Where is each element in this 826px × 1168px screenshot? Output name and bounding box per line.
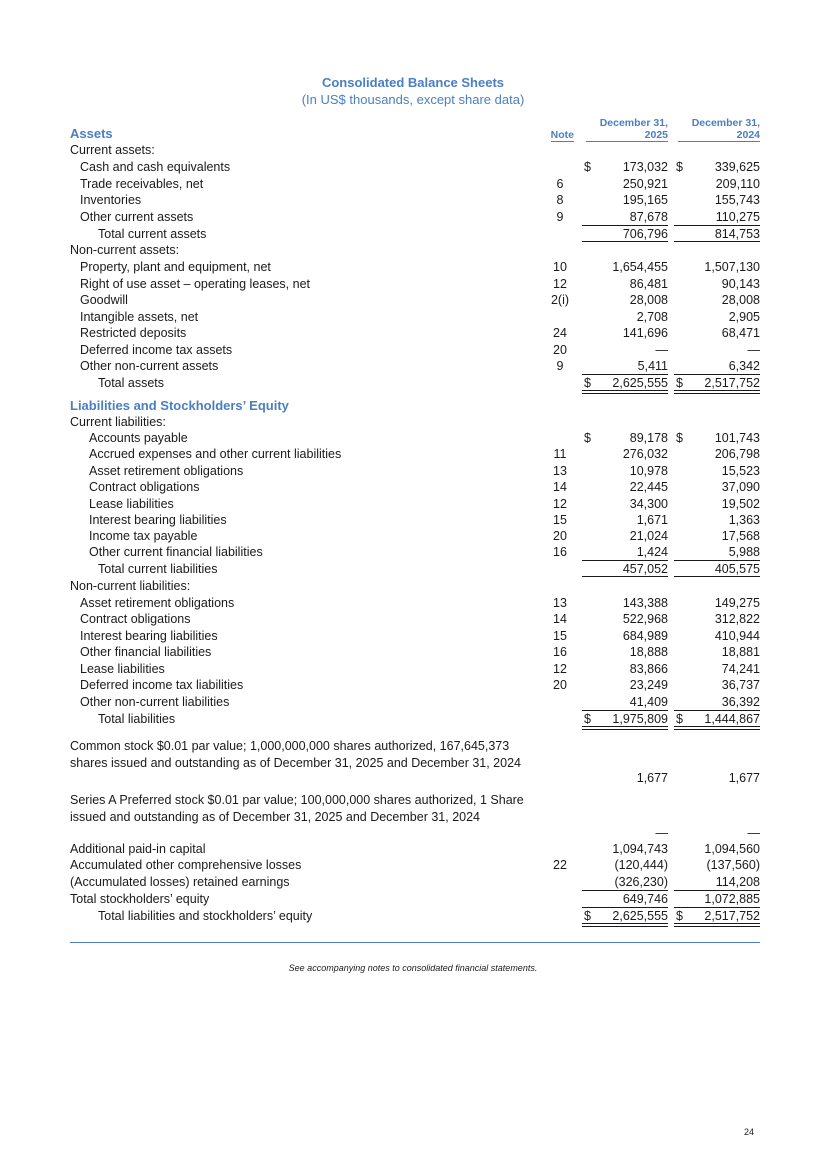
value-2024: 1,507,130 — [704, 260, 760, 274]
row-note: 20 — [553, 343, 567, 357]
value-2025: 1,677 — [636, 771, 668, 785]
table-row — [0, 226, 826, 242]
preferred-stock-text: Series A Preferred stock $0.01 par value; 100,000,000 shares authorized, 1 Share issued and outstanding as of December 31, 2025 and December 31, 2024 — [70, 793, 524, 824]
value-2025: 684,989 — [622, 629, 668, 643]
value-2025: 83,866 — [629, 662, 668, 676]
table-row — [0, 908, 826, 924]
rule-line — [674, 374, 760, 375]
value-2024: 155,743 — [714, 193, 760, 207]
value-2024: 17,568 — [721, 529, 760, 543]
dollar-sign: $ — [676, 431, 683, 445]
column-header-2024: December 31, 2024 — [672, 117, 760, 142]
row-label: Accumulated other comprehensive losses — [70, 858, 302, 872]
value-2024: — — [747, 826, 760, 840]
row-label: Non-current assets: — [70, 243, 180, 257]
value-2025: 457,052 — [622, 562, 668, 576]
rule-line — [582, 374, 668, 375]
value-2025: 706,796 — [622, 227, 668, 241]
value-2024: 405,575 — [714, 562, 760, 576]
rule-line — [674, 726, 760, 727]
rule-line — [674, 890, 760, 891]
row-label: Cash and cash equivalents — [80, 160, 231, 174]
footer-separator — [70, 942, 760, 943]
dollar-sign: $ — [676, 712, 683, 726]
row-note: 9 — [556, 210, 564, 224]
rule-line — [674, 576, 760, 577]
row-note: 16 — [553, 645, 567, 659]
value-2025: (326,230) — [614, 875, 668, 889]
table-row — [0, 611, 826, 627]
row-label: Current liabilities: — [70, 415, 166, 429]
value-2025: (120,444) — [614, 858, 668, 872]
row-note: 12 — [553, 662, 567, 676]
preferred-stock-values — [0, 825, 826, 841]
table-row — [0, 528, 826, 544]
table-row — [0, 325, 826, 341]
table-row — [0, 479, 826, 495]
row-label: Non-current liabilities: — [70, 579, 191, 593]
value-2025: — — [655, 826, 668, 840]
value-2025: 1,671 — [636, 513, 668, 527]
section-heading — [0, 126, 826, 142]
row-note: 20 — [553, 678, 567, 692]
value-2025: 18,888 — [629, 645, 668, 659]
row-label: Total current assets — [98, 227, 207, 241]
table-row — [0, 446, 826, 462]
row-label: Assets — [70, 126, 113, 141]
row-label: Total liabilities and stockholders’ equity — [98, 909, 313, 923]
row-label: Lease liabilities — [80, 662, 165, 676]
table-row — [0, 628, 826, 644]
column-header-2025: December 31, 2025 — [580, 117, 668, 142]
page-title: Consolidated Balance Sheets — [321, 75, 505, 90]
row-note: 12 — [553, 277, 567, 291]
row-note: 13 — [553, 596, 567, 610]
row-label: Intangible assets, net — [80, 310, 199, 324]
value-2024: 312,822 — [714, 612, 760, 626]
value-2025: 5,411 — [637, 359, 668, 373]
row-label: Total assets — [98, 376, 165, 390]
rule-line — [674, 907, 760, 908]
value-2025: 1,654,455 — [612, 260, 668, 274]
row-label: Other current assets — [80, 210, 194, 224]
value-2024: 90,143 — [721, 277, 760, 291]
row-label: Interest bearing liabilities — [89, 513, 227, 527]
rule-line — [582, 729, 668, 730]
value-2025: 1,424 — [636, 545, 668, 559]
rule-line — [674, 390, 760, 391]
rule-line — [674, 241, 760, 242]
table-row — [0, 292, 826, 308]
row-label: Total current liabilities — [98, 562, 218, 576]
value-2024: (137,560) — [706, 858, 760, 872]
row-label: Total stockholders’ equity — [70, 892, 210, 906]
row-label: Interest bearing liabilities — [80, 629, 218, 643]
row-note: 11 — [553, 447, 567, 461]
rule-line — [582, 560, 668, 561]
table-row — [0, 874, 826, 890]
value-2024: 339,625 — [714, 160, 760, 174]
table-row — [0, 259, 826, 275]
table-row — [0, 512, 826, 528]
rule-line — [582, 393, 668, 394]
row-label: Income tax payable — [89, 529, 198, 543]
section-heading — [0, 398, 826, 414]
row-label: Other non-current liabilities — [80, 695, 230, 709]
common-stock-values — [0, 770, 826, 786]
rule-line — [674, 393, 760, 394]
rule-line — [582, 890, 668, 891]
dollar-sign: $ — [584, 431, 591, 445]
value-2025: 89,178 — [629, 431, 668, 445]
value-2024: 15,523 — [721, 464, 760, 478]
rule-line — [582, 225, 668, 226]
value-2024: 814,753 — [714, 227, 760, 241]
value-2025: 21,024 — [629, 529, 668, 543]
value-2024: 101,743 — [714, 431, 760, 445]
value-2025: 141,696 — [622, 326, 668, 340]
value-2024: 114,208 — [715, 875, 760, 889]
value-2024: 36,392 — [721, 695, 760, 709]
table-row — [0, 595, 826, 611]
value-2024: 68,471 — [721, 326, 760, 340]
table-row — [0, 159, 826, 175]
table-row — [0, 176, 826, 192]
rule-line — [674, 923, 760, 924]
row-label: Inventories — [80, 193, 142, 207]
value-2025: — — [655, 343, 668, 357]
common-stock-text: Common stock $0.01 par value; 1,000,000,000 shares authorized, 167,645,373 shares issued and outstanding as of December 31, 2025 and December 31, 2024 — [70, 739, 521, 770]
row-label: (Accumulated losses) retained earnings — [70, 875, 290, 889]
table-row — [0, 309, 826, 325]
value-2024: 19,502 — [721, 497, 760, 511]
rule-line — [674, 225, 760, 226]
row-note: 12 — [553, 497, 567, 511]
table-row — [0, 375, 826, 391]
value-2025: 10,978 — [629, 464, 668, 478]
rule-line — [674, 710, 760, 711]
row-label: Other financial liabilities — [80, 645, 212, 659]
row-label: Liabilities and Stockholders’ Equity — [70, 398, 289, 413]
table-row — [0, 711, 826, 727]
row-label: Contract obligations — [80, 612, 191, 626]
value-2025: 276,032 — [622, 447, 668, 461]
value-2025: 173,032 — [622, 160, 668, 174]
rule-line — [582, 390, 668, 391]
rule-line — [582, 907, 668, 908]
row-label: Deferred income tax liabilities — [80, 678, 244, 692]
value-2024: 28,008 — [721, 293, 760, 307]
note-column-header: Note — [550, 129, 574, 141]
value-2024: 1,072,885 — [704, 892, 760, 906]
row-label: Accounts payable — [89, 431, 188, 445]
row-note: 22 — [553, 858, 567, 872]
row-label: Trade receivables, net — [80, 177, 204, 191]
rule-line — [582, 726, 668, 727]
dollar-sign: $ — [584, 160, 591, 174]
table-row — [0, 209, 826, 225]
row-note: 16 — [553, 545, 567, 559]
value-2024: 2,517,752 — [704, 909, 760, 923]
row-label: Deferred income tax assets — [80, 343, 233, 357]
row-note: 20 — [553, 529, 567, 543]
value-2024: 18,881 — [721, 645, 760, 659]
row-label: Total liabilities — [98, 712, 176, 726]
table-row — [0, 677, 826, 693]
value-2024: 36,737 — [721, 678, 760, 692]
value-2024: 5,988 — [728, 545, 760, 559]
table-row — [0, 430, 826, 446]
value-2024: 37,090 — [721, 480, 760, 494]
row-note: 24 — [553, 326, 567, 340]
table-row — [0, 142, 826, 158]
value-2025: 22,445 — [629, 480, 668, 494]
value-2025: 522,968 — [622, 612, 668, 626]
value-2025: 2,625,555 — [612, 376, 668, 390]
row-note: 2(i) — [550, 293, 570, 307]
value-2025: 143,388 — [622, 596, 668, 610]
row-note: 8 — [556, 193, 564, 207]
rule-line — [674, 926, 760, 927]
value-2025: 649,746 — [622, 892, 668, 906]
table-row — [0, 496, 826, 512]
row-note: 10 — [553, 260, 567, 274]
table-row — [0, 644, 826, 660]
row-label: Goodwill — [80, 293, 128, 307]
value-2024: 110,275 — [715, 210, 760, 224]
value-2025: 28,008 — [629, 293, 668, 307]
rule-line — [674, 560, 760, 561]
value-2024: 2,517,752 — [704, 376, 760, 390]
row-note: 15 — [553, 629, 567, 643]
row-label: Other non-current assets — [80, 359, 219, 373]
row-note: 9 — [556, 359, 564, 373]
footnote: See accompanying notes to consolidated financial statements. — [288, 963, 538, 973]
rule-line — [674, 729, 760, 730]
row-label: Asset retirement obligations — [89, 464, 244, 478]
value-2025: 2,625,555 — [612, 909, 668, 923]
page-number: 24 — [744, 1127, 755, 1137]
dollar-sign: $ — [676, 376, 683, 390]
row-label: Current assets: — [70, 143, 155, 157]
row-label: Other current financial liabilities — [89, 545, 263, 559]
dollar-sign: $ — [584, 712, 591, 726]
row-note: 6 — [556, 177, 564, 191]
value-2024: 149,275 — [714, 596, 760, 610]
table-row — [0, 414, 826, 430]
table-row — [0, 561, 826, 577]
dollar-sign: $ — [676, 160, 683, 174]
value-2025: 34,300 — [629, 497, 668, 511]
table-row — [0, 342, 826, 358]
value-2025: 41,409 — [629, 695, 668, 709]
row-label: Asset retirement obligations — [80, 596, 235, 610]
table-row — [0, 578, 826, 594]
row-note: 13 — [553, 464, 567, 478]
table-row — [0, 242, 826, 258]
table-row — [0, 276, 826, 292]
table-row — [0, 857, 826, 873]
value-2024: 1,094,560 — [704, 842, 760, 856]
table-row — [0, 358, 826, 374]
rule-line — [582, 241, 668, 242]
row-label: Lease liabilities — [89, 497, 174, 511]
value-2025: 2,708 — [636, 310, 668, 324]
value-2024: 1,444,867 — [704, 712, 760, 726]
table-row — [0, 192, 826, 208]
table-row — [0, 891, 826, 907]
value-2025: 250,921 — [622, 177, 668, 191]
value-2024: 206,798 — [714, 447, 760, 461]
row-label: Accrued expenses and other current liabilities — [89, 447, 342, 461]
dollar-sign: $ — [584, 376, 591, 390]
table-row — [0, 661, 826, 677]
row-note: 14 — [553, 612, 567, 626]
table-row — [0, 463, 826, 479]
dollar-sign: $ — [676, 909, 683, 923]
value-2025: 87,678 — [629, 210, 668, 224]
value-2024: 2,905 — [728, 310, 760, 324]
rule-line — [582, 926, 668, 927]
rule-line — [582, 576, 668, 577]
row-label: Right of use asset – operating leases, net — [80, 277, 311, 291]
row-label: Additional paid-in capital — [70, 842, 206, 856]
value-2025: 1,094,743 — [612, 842, 668, 856]
table-row — [0, 544, 826, 560]
value-2025: 86,481 — [629, 277, 668, 291]
table-row — [0, 841, 826, 857]
row-label: Restricted deposits — [80, 326, 187, 340]
value-2024: 410,944 — [714, 629, 760, 643]
value-2024: 6,342 — [728, 359, 760, 373]
rule-line — [582, 710, 668, 711]
table-row — [0, 694, 826, 710]
dollar-sign: $ — [584, 909, 591, 923]
value-2025: 195,165 — [622, 193, 668, 207]
row-note: 15 — [553, 513, 567, 527]
value-2024: 74,241 — [721, 662, 760, 676]
row-label: Property, plant and equipment, net — [80, 260, 271, 274]
value-2024: 1,677 — [728, 771, 760, 785]
row-label: Contract obligations — [89, 480, 200, 494]
rule-line — [582, 923, 668, 924]
value-2025: 1,975,809 — [612, 712, 668, 726]
value-2025: 23,249 — [629, 678, 668, 692]
value-2024: 209,110 — [715, 177, 760, 191]
value-2024: 1,363 — [728, 513, 760, 527]
value-2024: — — [747, 343, 760, 357]
page-subtitle: (In US$ thousands, except share data) — [301, 92, 525, 107]
row-note: 14 — [553, 480, 567, 494]
